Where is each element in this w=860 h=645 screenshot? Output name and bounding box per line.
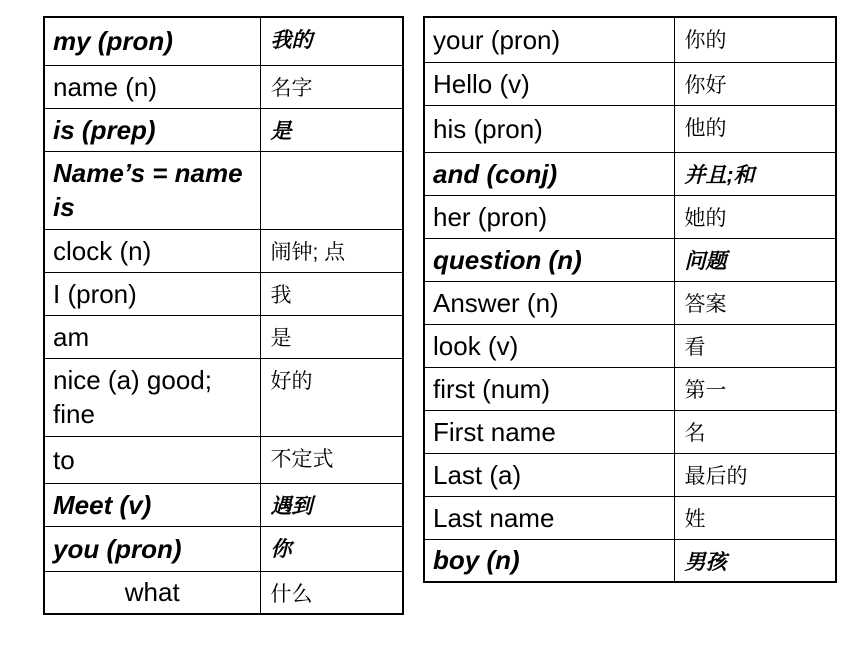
- chinese-meaning: 他的: [674, 105, 836, 152]
- english-term: First name: [424, 410, 674, 453]
- vocabulary-table-right: [423, 16, 837, 583]
- english-term: his (pron): [424, 105, 674, 152]
- vocab-row: [424, 62, 836, 105]
- chinese-meaning: 你的: [674, 17, 836, 62]
- vocab-row: [424, 17, 836, 62]
- vocab-row: [424, 195, 836, 238]
- vocab-row: [44, 315, 403, 358]
- chinese-meaning: 第一: [674, 367, 836, 410]
- chinese-meaning: 你好: [674, 62, 836, 105]
- chinese-meaning: [260, 151, 403, 229]
- chinese-meaning: 男孩: [674, 539, 836, 582]
- chinese-meaning: 你: [260, 526, 403, 571]
- chinese-meaning: 并且;和: [674, 152, 836, 195]
- english-term: name (n): [44, 65, 260, 108]
- english-term: Hello (v): [424, 62, 674, 105]
- chinese-meaning: 问题: [674, 238, 836, 281]
- english-term: my (pron): [44, 17, 260, 65]
- chinese-meaning: 什么: [260, 571, 403, 614]
- english-term: clock (n): [44, 229, 260, 272]
- vocab-row: [44, 436, 403, 483]
- english-term: your (pron): [424, 17, 674, 62]
- vocab-row: [44, 526, 403, 571]
- vocab-row: [424, 238, 836, 281]
- english-term: nice (a) good; fine: [44, 358, 260, 436]
- chinese-meaning: 名: [674, 410, 836, 453]
- vocab-row: [44, 108, 403, 151]
- chinese-meaning: 答案: [674, 281, 836, 324]
- chinese-meaning: 看: [674, 324, 836, 367]
- english-term: Answer (n): [424, 281, 674, 324]
- chinese-meaning: 我: [260, 272, 403, 315]
- vocab-row: [424, 539, 836, 582]
- english-term: question (n): [424, 238, 674, 281]
- english-term: boy (n): [424, 539, 674, 582]
- chinese-meaning: 她的: [674, 195, 836, 238]
- english-term: am: [44, 315, 260, 358]
- chinese-meaning: 好的: [260, 358, 403, 436]
- vocab-row: [44, 151, 403, 229]
- chinese-meaning: 姓: [674, 496, 836, 539]
- english-term: I (pron): [44, 272, 260, 315]
- chinese-meaning: 闹钟; 点: [260, 229, 403, 272]
- chinese-meaning: 最后的: [674, 453, 836, 496]
- vocab-row: [424, 453, 836, 496]
- vocab-row: [424, 281, 836, 324]
- english-term: Last name: [424, 496, 674, 539]
- vocab-row: [44, 65, 403, 108]
- chinese-meaning: 不定式: [260, 436, 403, 483]
- english-term: you (pron): [44, 526, 260, 571]
- vocab-row: [44, 483, 403, 526]
- english-term: Meet (v): [44, 483, 260, 526]
- english-term: first (num): [424, 367, 674, 410]
- english-term: is (prep): [44, 108, 260, 151]
- vocab-row: [44, 17, 403, 65]
- vocab-row: [424, 410, 836, 453]
- vocab-row: [424, 105, 836, 152]
- chinese-meaning: 是: [260, 108, 403, 151]
- vocab-row: [424, 496, 836, 539]
- english-term: to: [44, 436, 260, 483]
- english-term: her (pron): [424, 195, 674, 238]
- vocab-row: [424, 324, 836, 367]
- english-term: and (conj): [424, 152, 674, 195]
- vocab-row: [44, 272, 403, 315]
- english-term: Last (a): [424, 453, 674, 496]
- vocab-row: [424, 152, 836, 195]
- english-term: Name’s = name is: [44, 151, 260, 229]
- chinese-meaning: 是: [260, 315, 403, 358]
- chinese-meaning: 遇到: [260, 483, 403, 526]
- english-term: look (v): [424, 324, 674, 367]
- vocab-row: [44, 571, 403, 614]
- vocab-row: [44, 358, 403, 436]
- vocabulary-table-left: [43, 16, 404, 615]
- english-term: what: [44, 571, 260, 614]
- chinese-meaning: 名字: [260, 65, 403, 108]
- vocab-row: [44, 229, 403, 272]
- vocab-row: [424, 367, 836, 410]
- chinese-meaning: 我的: [260, 17, 403, 65]
